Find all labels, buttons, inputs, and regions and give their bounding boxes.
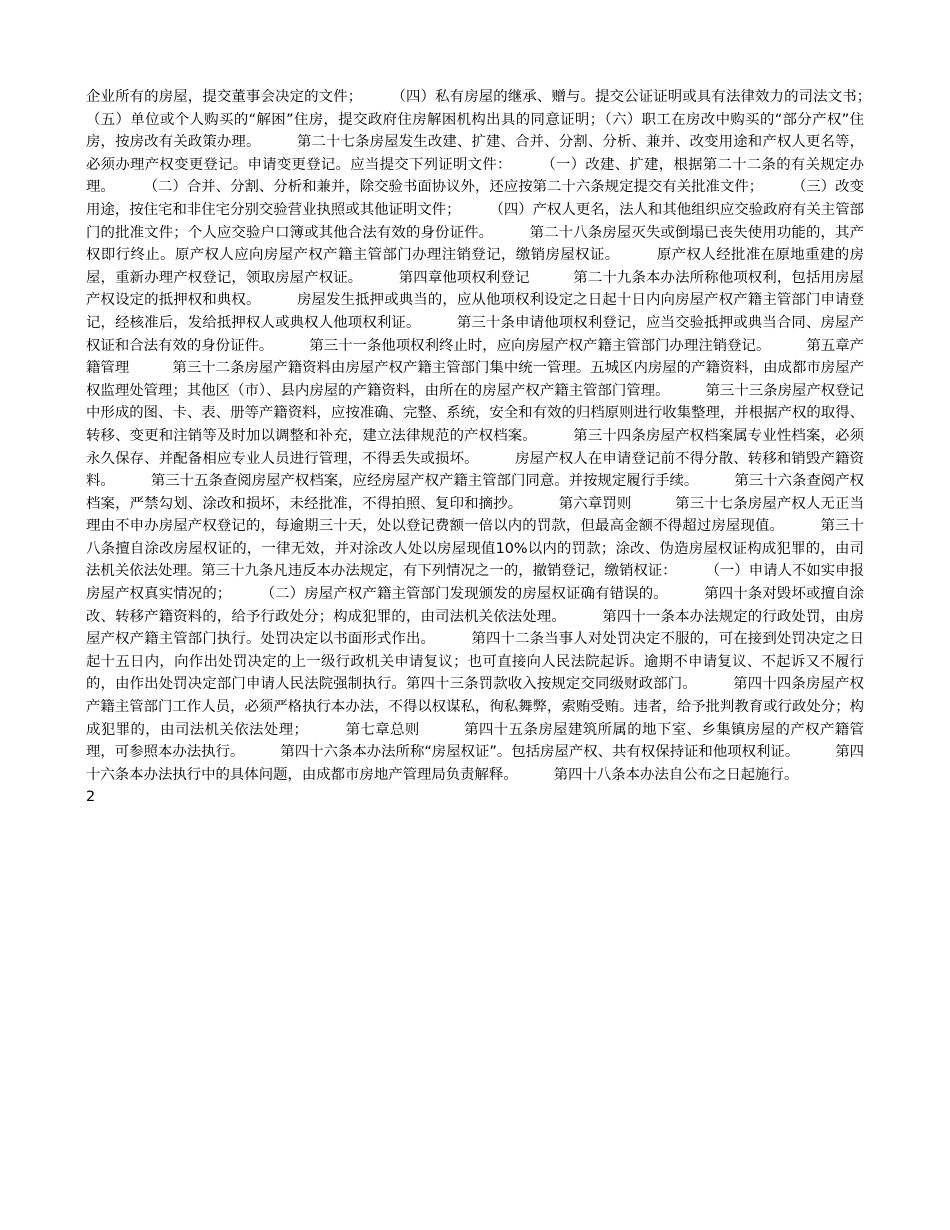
page-number: 2 [86,789,96,806]
document-page [86,86,908,809]
document-body-text: 企业所有的房屋，提交董事会决定的文件； （四）私有房屋的继承、赠与。提交公证证明或具有法律效力的司法文书； （五）单位或个人购买的“解困”住房，提交政府住房解困机构出具的同意证明；（六）职工在房改中购买的“部分产权”住房，按房改有关政策办理。 第二十七条房屋发生改建、扩建、合并、分割、分析、兼并、改变用途和产权人更名等，必须办理产权变更登记。申请变更登记。应当提交下列证明文件： （一）改建、扩建，根据第二十二条的有关规定办理。 （二）合并、分割、分析和兼并，除交验书面协议外，还应按第二十六条规定提交有关批准文件； （三）改变用途，按住宅和非住宅分别交验营业执照或其他证明文件； （四）产权人更名，法人和其他组织应交验政府有关主管部门的批准文件；个人应交验户口簿或其他合法有效的身份证件。 第二十八条房屋灭失或倒塌已丧失使用功能的，其产权即行终止。原产权人应向房屋产权产籍主管部门办理注销登记，缴销房屋权证。 原产权人经批准在原地重建的房屋，重新办理产权登记，领取房屋产权证。 第四章他项权利登记 第二十九条本办法所称他项权利，包括用房屋产权设定的抵押权和典权。 房屋发生抵押或典当的，应从他项权利设定之日起十日内向房屋产权产籍主管部门申请登记，经核准后，发给抵押权人或典权人他项权利证。 第三十条申请他项权利登记，应当交验抵押或典当合同、房屋产权证和合法有效的身份证件。 第三十一条他项权利终止时，应向房屋产权产籍主管部门办理注销登记。 第五章产籍管理 第三十二条房屋产籍资料由房屋产权产籍主管部门集中统一管理。五城区内房屋的产籍资料，由成都市房屋产权监理处管理；其他区（市）、县内房屋的产籍资料，由所在的房屋产权产籍主管部门管理。 第三十三条房屋产权登记中形成的图、卡、表、册等产籍资料，应按准确、完整、系统，安全和有效的归档原则进行收集整理，并根据产权的取得、转移、变更和注销等及时加以调整和补充，建立法律规范的产权档案。 第三十四条房屋产权档案属专业性档案，必须永久保存、并配备相应专业人员进行管理，不得丢失或损坏。 房屋产权人在申请登记前不得分散、转移和销毁产籍资料。 第三十五条查阅房屋产权档案，应经房屋产权产籍主管部门同意。并按规定履行手续。 第三十六条查阅产权档案，严禁勾划、涂改和损坏，未经批准，不得拍照、复印和摘抄。 第六章罚则 第三十七条房屋产权人无正当理由不申办房屋产权登记的，每逾期三十天，处以登记费额一倍以内的罚款，但最高金额不得超过房屋现值。 第三十八条擅自涂改房屋权证的，一律无效，并对涂改人处以房屋现值10%以内的罚款；涂改、伪造房屋权证构成犯罪的，由司法机关依法处理。第三十九条凡违反本办法规定，有下列情况之一的，撤销登记，缴销权证： （一）申请人不如实申报房屋产权真实情况的； （二）房屋产权产籍主管部门发现颁发的房屋权证确有错误的。 第四十条对毁坏或擅自涂改、转移产籍资料的，给予行政处分；构成犯罪的，由司法机关依法处理。 第四十一条本办法规定的行政处罚，由房屋产权产籍主管部门执行。处罚决定以书面形式作出。 第四十二条当事人对处罚决定不服的，可在接到处罚决定之日起十五日内，向作出处罚决定的上一级行政机关申请复议；也可直接向人民法院起诉。逾期不申请复议、不起诉又不履行的，由作出处罚决定部门申请人民法院强制执行。第四十三条罚款收入按规定交同级财政部门。 第四十四条房屋产权产籍主管部门工作人员，必须严格执行本办法，不得以权谋私，徇私舞弊，索贿受贿。违者，给予批判教育或行政处分；构成犯罪的，由司法机关依法处理； 第七章总则 第四十五条房屋建筑所属的地下室、乡集镇房屋的产权产籍管理，可参照本办法执行。 第四十六条本办法所称“房屋权证”。包括房屋产权、共有权保持证和他项权利证。 第四十六条本办法执行中的具体问题，由成都市房地产管理局负责解释。 第四十八条本办法自公布之日起施行。 [86,89,908,783]
